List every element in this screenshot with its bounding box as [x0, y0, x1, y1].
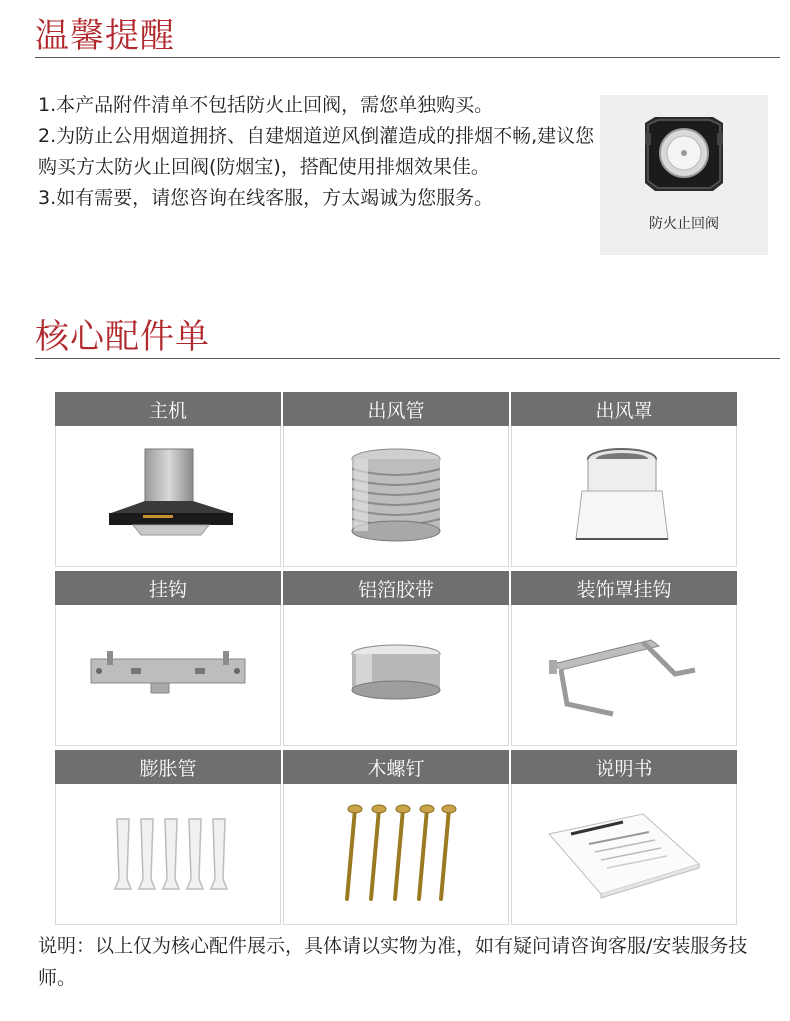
part-label: 挂钩: [55, 571, 281, 605]
outlet-hood-icon: [564, 441, 684, 551]
part-cell-anchor: [55, 750, 281, 925]
foil-tape-icon: [341, 640, 451, 710]
notice-divider: [35, 57, 780, 58]
parts-title: 核心配件单: [35, 317, 210, 357]
range-hood-icon: [83, 441, 253, 551]
notice-item-1: 1.本产品附件清单不包括防火止回阀，需您单独购买。: [38, 94, 494, 116]
part-label: 木螺钉: [283, 750, 509, 784]
part-label: 主机: [55, 392, 281, 426]
fire-valve-icon: [600, 95, 768, 210]
wood-screw-icon: [331, 799, 461, 909]
duct-pipe-icon: [336, 441, 456, 551]
notice-title: 温馨提醒: [35, 16, 175, 56]
part-cell-wood-screw: [283, 750, 509, 925]
manual-icon: [539, 804, 709, 904]
anchor-plug-icon: [103, 809, 233, 899]
parts-divider: [35, 358, 780, 359]
part-label: 装饰罩挂钩: [511, 571, 737, 605]
notice-item-3: 3.如有需要，请您咨询在线客服，方太竭诚为您服务。: [38, 187, 494, 209]
part-label: 铝箔胶带: [283, 571, 509, 605]
fire-check-valve-card: [600, 95, 768, 255]
cover-bracket-icon: [539, 630, 709, 720]
part-label: 出风罩: [511, 392, 737, 426]
notice-list: [38, 90, 598, 214]
part-label: 出风管: [283, 392, 509, 426]
part-cell-main-unit: [55, 392, 281, 567]
valve-caption: 防火止回阀: [649, 216, 719, 232]
part-cell-outlet-hood: [511, 392, 737, 567]
part-cell-cover-bracket: [511, 571, 737, 746]
part-cell-manual: [511, 750, 737, 925]
parts-footnote: 说明：以上仅为核心配件展示，具体请以实物为准，如有疑问请咨询客服/安装服务技师。: [38, 935, 748, 989]
notice-item-2: 2.为防止公用烟道拥挤、自建烟道逆风倒灌造成的排烟不畅,建议您购买方太防火止回阀(防烟宝)，搭配使用排烟效果佳。: [38, 125, 595, 178]
part-label: 说明书: [511, 750, 737, 784]
part-cell-foil-tape: [283, 571, 509, 746]
part-label: 膨胀管: [55, 750, 281, 784]
hook-plate-icon: [83, 645, 253, 705]
part-cell-hook: [55, 571, 281, 746]
part-cell-duct: [283, 392, 509, 567]
parts-grid: [55, 392, 737, 925]
